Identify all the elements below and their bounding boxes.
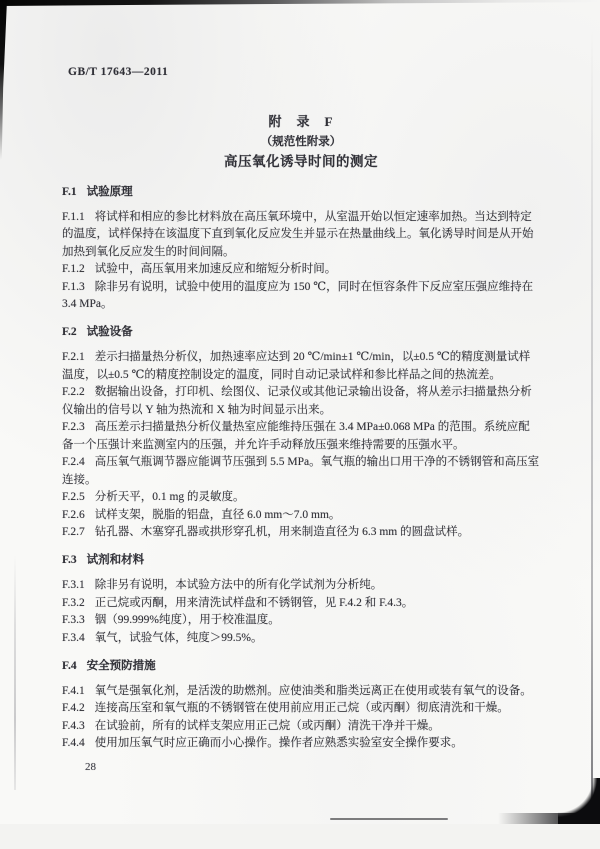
clause-number: F.3.1: [62, 579, 85, 591]
clause-text: 氧气，试验气体，纯度＞99.5%。: [94, 631, 263, 644]
scan-line-bottom: [330, 818, 448, 820]
page-number: 28: [85, 760, 96, 773]
clause-number: F.2.3: [62, 421, 85, 433]
clause: [62, 349, 540, 384]
scan-edge-left: [0, 0, 7, 160]
clause-number: F.4.3: [62, 719, 85, 732]
clause-number: F.2.5: [62, 491, 85, 503]
clause-text: 高压差示扫描量热分析仪量热室应能维持压强在 3.4 MPa±0.068 MPa 的范围。系统应配备一个压强计来监测室内的压强，并允许手动释放压强来维持需要的压强水平。: [62, 421, 530, 451]
section-number: F.3: [62, 554, 77, 566]
section-title: 试验原理: [86, 185, 133, 198]
clause: [62, 683, 540, 701]
clause-number: F.1.2: [62, 263, 85, 275]
clause-number: F.2.7: [62, 526, 85, 538]
clause-text: 正己烷或丙酮，用来清洗试样盘和不锈钢管，见 F.4.2 和 F.4.3。: [94, 596, 414, 609]
annex-type: （规范性附录）: [260, 135, 342, 148]
annex-title-block: [62, 112, 540, 172]
clause: [62, 384, 540, 419]
scan-edge-right: [591, 30, 593, 810]
clause: [62, 595, 540, 613]
clause-number: F.2.4: [62, 456, 85, 468]
clause-number: F.3.4: [62, 631, 85, 644]
clause-text: 连接高压室和氧气瓶的不锈钢管在使用前应用正己烷（或丙酮）彻底清洗和干燥。: [94, 702, 509, 714]
section-number: F.4: [62, 659, 77, 672]
clause-number: F.4.4: [62, 737, 85, 749]
clause: [62, 454, 540, 489]
clause: [62, 507, 540, 525]
section-title: 试剂和材料: [86, 554, 145, 566]
clause-text: 使用加压氧气时应正确而小心操作。操作者应熟悉实验室安全操作要求。: [94, 737, 463, 749]
clause: [62, 209, 540, 262]
clause-text: 氧气是强氧化剂，是活泼的助燃剂。应使油类和脂类远离正在使用或装有氧气的设备。: [94, 684, 532, 697]
clause: [62, 524, 540, 542]
clause-text: 分析天平，0.1 mg 的灵敏度。: [94, 491, 245, 503]
page-content: [62, 0, 540, 776]
clause-text: 差示扫描量热分析仪，加热速率应达到 20 ℃/min±1 ℃/min，以±0.5 ℃的精度测量试样温度，以±0.5 ℃的精度控制设定的温度，同时自动记录试样和参比样品之间的热流差。: [62, 351, 531, 381]
section-number: F.1: [62, 185, 77, 198]
section-heading: [62, 184, 540, 202]
clause-text: 高压氧气瓶调节器应能调节压强到 5.5 MPa。氧气瓶的输出口用干净的不锈钢管和高压室连接。: [62, 456, 540, 486]
clause-text: 试验中，高压氧用来加速反应和缩短分析时间。: [94, 263, 337, 275]
clause-text: 铟（99.999%纯度），用于校准温度。: [94, 614, 280, 626]
section-heading: [62, 324, 540, 342]
clause-number: F.3.3: [62, 614, 85, 626]
clause-number: F.4.2: [62, 702, 85, 714]
annex-label: 附 录 F: [268, 113, 334, 129]
clause: [62, 489, 540, 507]
clause-number: F.1.3: [62, 280, 85, 293]
clause: [62, 700, 540, 718]
clause: [62, 419, 540, 454]
clause-number: F.1.1: [62, 210, 85, 223]
clause: [62, 577, 540, 595]
clause-number: F.4.1: [62, 684, 85, 697]
scan-below-page: [0, 824, 600, 849]
clause: [62, 261, 540, 279]
clause-text: 除非另有说明，本试验方法中的所有化学试剂为分析纯。: [94, 579, 383, 591]
scan-crease: [14, 555, 16, 790]
clause: [62, 630, 540, 648]
annex-title: 高压氧化诱导时间的测定: [224, 153, 378, 169]
section-title: 试验设备: [86, 326, 133, 338]
section-title: 安全预防措施: [86, 659, 156, 672]
clause: [62, 735, 540, 753]
clause-text: 试样支架，脱脂的铝盘，直径 6.0 mm～7.0 mm。: [94, 508, 341, 521]
clause-number: F.3.2: [62, 596, 85, 609]
clause-text: 钻孔器、木塞穿孔器或拱形穿孔机，用来制造直径为 6.3 mm 的圆盘试样。: [94, 526, 470, 538]
clause-text: 数据输出设备，打印机、绘图仪、记录仪或其他记录输出设备，将从差示扫描量热分析仪输出的信号以 Y 轴为热流和 X 轴为时间显示出来。: [62, 386, 532, 416]
section-heading: [62, 552, 540, 570]
clause-text: 将试样和相应的参比材料放在高压氧环境中，从室温开始以恒定速率加热。当达到特定的温度，试样保持在该温度下直到氧化反应发生并显示在热量曲线上。氧化诱导时间是从开始加热到氧化反应发生的时间间隔。: [62, 210, 534, 258]
clause-text: 除非另有说明，试验中使用的温度应为 150 ℃，同时在恒容条件下反应室压强应维持在 3.4 MPa。: [62, 280, 534, 310]
clause-number: F.2.1: [62, 351, 85, 363]
clause: [62, 612, 540, 630]
clause: [62, 718, 540, 736]
clause-number: F.2.6: [62, 508, 85, 521]
section-heading: [62, 658, 540, 676]
standard-number: GB/T 17643—2011: [68, 66, 169, 78]
clause: [62, 279, 540, 314]
scan-corner-bottom-right: [558, 778, 600, 824]
section-number: F.2: [62, 326, 77, 338]
clause-text: 在试验前，所有的试样支架应用正己烷（或丙酮）清洗干净并干燥。: [94, 719, 440, 732]
clause-number: F.2.2: [62, 386, 85, 398]
